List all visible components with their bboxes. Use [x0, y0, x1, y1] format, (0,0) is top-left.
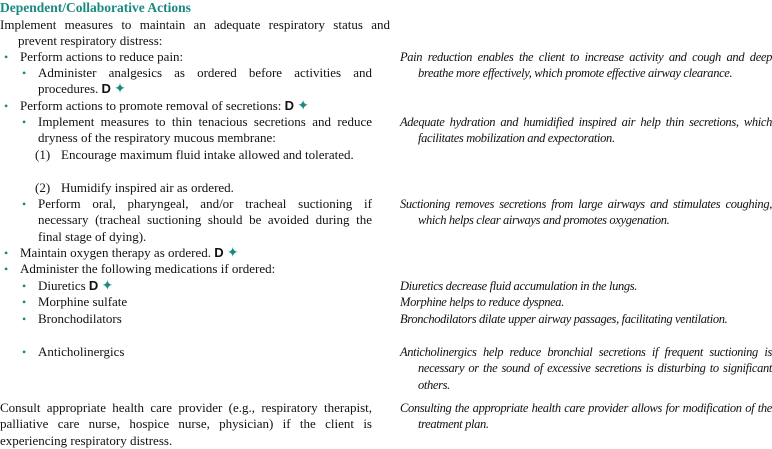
item-text: Perform actions to promote removal of secretions:: [20, 98, 282, 113]
rationale-anticholinergics: Anticholinergics help reduce bronchial secretions if frequent suctioning is necessary or the sound of excessive secretions is disturbing to significant others.: [400, 345, 772, 392]
star-icon: ✦: [297, 99, 309, 114]
list-item-oxygen: [20, 245, 372, 262]
item-text: Administer analgesics as ordered before activities and procedures.: [38, 65, 372, 97]
item-number: (2): [35, 180, 51, 195]
rationale-hydration: Adequate hydration and humidified inspired air help thin secretions, which facilitates mobilization and expectoration.: [400, 115, 772, 146]
rationale-suction: Suctioning removes secretions from large airways and stimulates coughing, which helps clear airways and promotes oxygenation.: [400, 197, 772, 228]
rationale-morphine: Morphine helps to reduce dyspnea.: [400, 295, 564, 309]
item-text: Implement measures to thin tenacious secretions and reduce dryness of the respiratory mucous membrane:: [38, 114, 372, 146]
list-item-humidify: [35, 180, 372, 196]
item-text: Maintain oxygen therapy as ordered.: [20, 245, 211, 260]
list-item-analgesics: [38, 65, 372, 99]
item-text: Encourage maximum fluid intake allowed and tolerated.: [61, 147, 354, 162]
dependent-marker: D: [88, 278, 99, 293]
intro-text: Implement measures to maintain an adequate respiratory status and prevent respiratory distress:: [0, 17, 390, 49]
star-icon: ✦: [114, 82, 126, 98]
list-item-diuretics: [38, 278, 113, 295]
item-text: Humidify inspired air as ordered.: [61, 180, 234, 195]
list-item-anticholinergics: [38, 344, 124, 360]
rationale-diuretics: Diuretics decrease fluid accumulation in the lungs.: [400, 279, 638, 293]
star-icon: ✦: [226, 246, 239, 261]
list-item-suction: [38, 196, 372, 245]
rationale-bronchodilators: Bronchodilators dilate upper airway passages, facilitating ventilation.: [400, 312, 728, 326]
item-text: Perform oral, pharyngeal, and/or tracheal suctioning if necessary (tracheal suctioning should be avoided during the final stage of dying).: [38, 196, 372, 244]
item-text: Perform actions to reduce pain:: [20, 49, 184, 64]
consult-text: Consult appropriate health care provider (e.g., respiratory therapist, palliative care nurse, hospice nurse, physician) if the client is experiencing respiratory distress.: [0, 400, 372, 448]
list-item-thin-secretions: [38, 114, 372, 147]
section-title: Dependent/Collaborative Actions: [0, 0, 191, 15]
item-text: Anticholinergics: [38, 344, 125, 359]
dependent-marker: D: [101, 81, 111, 97]
list-item-pain: [20, 49, 372, 65]
list-item-fluid: [35, 147, 372, 163]
list-item-morphine: [38, 294, 127, 310]
list-item-bronchodilators: [38, 311, 122, 327]
list-item-secretions: [20, 98, 372, 115]
dependent-marker: D: [284, 98, 295, 113]
star-icon: ✦: [101, 279, 114, 294]
item-number: (1): [35, 147, 51, 162]
item-text: Morphine sulfate: [38, 294, 128, 309]
rationale-pain: Pain reduction enables the client to increase activity and cough and deep breathe more effectively, which promote effective airway clearance.: [400, 50, 772, 81]
item-text: Administer the following medications if ordered:: [20, 261, 276, 276]
dependent-marker: D: [214, 245, 224, 260]
item-text: Diuretics: [38, 278, 86, 293]
list-item-medications: [20, 261, 372, 277]
item-text: Bronchodilators: [38, 311, 122, 326]
rationale-consult: Consulting the appropriate health care provider allows for modification of the treatment plan.: [400, 401, 772, 432]
